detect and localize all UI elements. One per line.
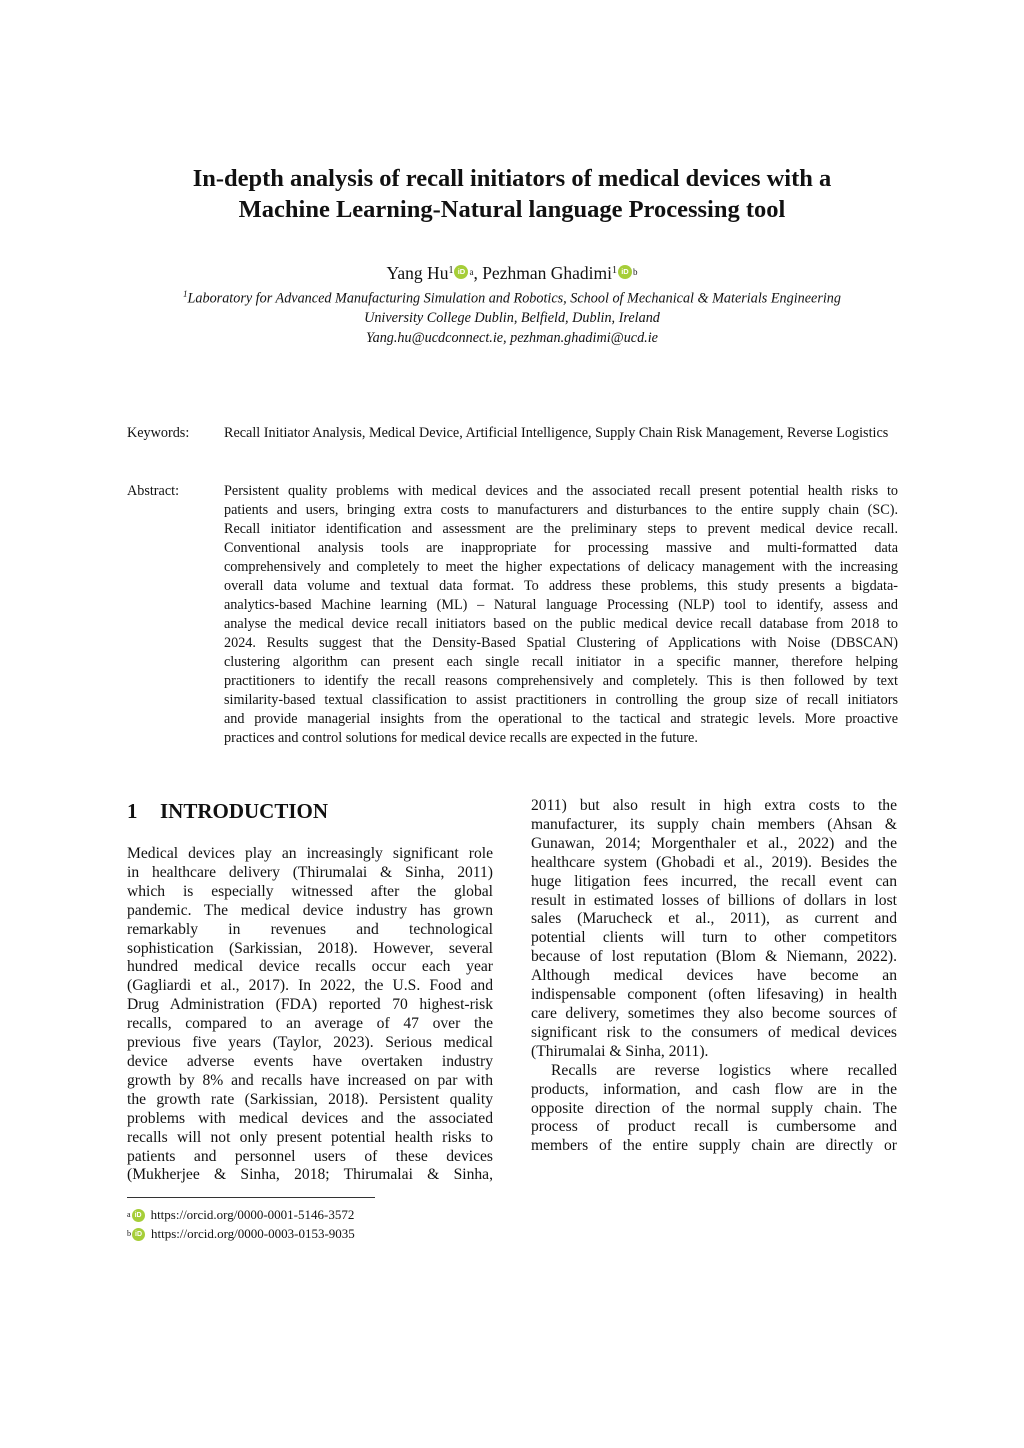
abstract-line: and provide managerial insights from the operational to the tactical and strategic levels. More proactive <box>224 711 898 727</box>
orcid-icon[interactable]: iD <box>618 265 632 279</box>
body-line: because of lost reputation (Blom & Niemann, 2022). <box>531 948 897 966</box>
body-line: healthcare system (Ghobadi et al., 2019). Besides the <box>531 853 897 871</box>
body-line: device adverse events have overtaken industry <box>127 1052 493 1070</box>
keywords-text: Recall Initiator Analysis, Medical Device, Artificial Intelligence, Supply Chain Risk Management, Reverse Logistics <box>224 425 889 441</box>
body-line: products, information, and cash flow are in the <box>531 1080 897 1098</box>
body-line: Gunawan, 2014; Morgenthaler et al., 2022) and the <box>531 834 897 852</box>
abstract-line: comprehensively and completely to meet the higher expectations of delicacy management with the increasing <box>224 559 898 575</box>
footnote-letter: a <box>127 1210 131 1219</box>
author-affiliation-mark: 1 <box>448 265 454 276</box>
body-line: previous five years (Taylor, 2023). Serious medical <box>127 1034 493 1052</box>
abstract-line: Recall initiator identification and assessment are the preliminary steps to prevent medical device recall. <box>224 521 898 537</box>
author-name: Yang Hu <box>386 263 449 283</box>
body-line: (Gagliardi et al., 2017). In 2022, the U.S. Food and <box>127 977 493 995</box>
body-line: problems with medical devices and the associated <box>127 1109 493 1127</box>
orcid-icon[interactable]: iD <box>454 265 468 279</box>
body-line: pandemic. The medical device industry has grown <box>127 901 493 919</box>
author-separator: , <box>473 263 483 283</box>
abstract-line: practices and control solutions for medical device recalls are expected in the future. <box>224 730 698 746</box>
footnote-link[interactable]: https://orcid.org/0000-0003-0153-9035 <box>151 1226 355 1241</box>
body-line: process of product recall is cumbersome and <box>531 1118 897 1136</box>
affiliation-emails: Yang.hu@ucdconnect.ie, pezhman.ghadimi@ucd.ie <box>366 329 658 346</box>
body-line: patients and personnel users of these devices <box>127 1147 493 1165</box>
footnote-letter: b <box>127 1229 131 1238</box>
body-line: Although medical devices have become an <box>531 967 897 985</box>
body-line: opposite direction of the normal supply chain. The <box>531 1099 897 1117</box>
body-line: care delivery, sometimes they also become sources of <box>531 1004 897 1022</box>
author-name: Pezhman Ghadimi <box>482 263 612 283</box>
abstract-line: Persistent quality problems with medical devices and the associated recall present potential health risks to <box>224 483 898 499</box>
section-number: 1 <box>127 799 138 823</box>
body-line: 2011) but also result in high extra costs to the <box>531 797 897 814</box>
title-line: Machine Learning-Natural language Processing tool <box>238 196 786 223</box>
orcid-icon: iD <box>132 1209 145 1222</box>
abstract-line: overall data volume and textual data format. To address these problems, this study presents a bigdata- <box>224 578 898 594</box>
footnote-link[interactable]: https://orcid.org/0000-0001-5146-3572 <box>150 1207 355 1222</box>
abstract-text <box>224 482 898 748</box>
orcid-letter: b <box>632 267 638 277</box>
body-line: sales (Marucheck et al., 2011), as current and <box>531 910 897 928</box>
body-line: hundred medical device recalls occur each year <box>127 958 493 976</box>
body-line: huge litigation fees incurred, the recall event can <box>531 872 897 890</box>
body-line: in healthcare delivery (Thirumalai & Sinha, 2011) <box>127 863 493 881</box>
left-column-text <box>127 845 493 1185</box>
abstract-line: patients and users, bringing extra costs to manufacturers and disturbances to the entire supply chain (SC). <box>224 502 898 518</box>
author-list <box>0 262 1024 284</box>
body-line: recalls, compared to an average of 47 over the <box>127 1015 493 1033</box>
author-affiliation-mark: 1 <box>611 265 617 276</box>
body-line: the growth rate (Sarkissian, 2018). Persistent quality <box>127 1090 493 1108</box>
body-line: result in estimated losses of billions of dollars in lost <box>531 891 897 909</box>
body-line: recalls will not only present potential health risks to <box>127 1128 493 1146</box>
section-heading <box>127 797 328 825</box>
affiliation-text: Laboratory for Advanced Manufacturing Simulation and Robotics, School of Mechanical & Materials Engineering <box>187 290 841 307</box>
body-line: which is especially witnessed after the global <box>127 882 493 900</box>
body-line: Medical devices play an increasingly significant role <box>127 845 493 862</box>
body-line: Recalls are reverse logistics where recalled <box>551 1061 897 1079</box>
section-title: INTRODUCTION <box>160 799 329 823</box>
footnote-divider <box>127 1197 375 1198</box>
affiliation-line <box>0 285 1024 309</box>
body-line: remarkably in revenues and technological <box>127 920 493 938</box>
abstract-line: clustering algorithm can present each single recall initiator in a specific manner, therefore helping <box>224 654 898 670</box>
right-column-text <box>531 797 897 1156</box>
body-line: Drug Administration (FDA) reported 70 highest-risk <box>127 996 493 1014</box>
body-line: manufacturer, its supply chain members (Ahsan & <box>531 815 897 833</box>
orcid-icon: iD <box>132 1228 145 1241</box>
orcid-letter: a <box>469 267 474 277</box>
body-line: (Thirumalai & Sinha, 2011). <box>531 1042 709 1060</box>
affiliation-mark: 1 <box>183 289 188 299</box>
footnote-orcid-b <box>127 1225 355 1243</box>
footnote-orcid-a <box>127 1206 354 1224</box>
abstract-label: Abstract: <box>127 483 180 499</box>
body-line: (Mukherjee & Sinha, 2018; Thirumalai & Sinha, <box>127 1166 493 1184</box>
abstract-line: Conventional analysis tools are inappropriate for processing massive and multi-formatted data <box>224 540 898 556</box>
affiliation-block <box>0 285 1024 348</box>
body-line: potential clients will turn to other competitors <box>531 929 897 947</box>
abstract-line: 2024. Results suggest that the Density-Based Spatial Clustering of Applications with Noise (DBSCAN) <box>224 635 898 651</box>
affiliation-line: University College Dublin, Belfield, Dublin, Ireland <box>364 310 660 327</box>
keywords-label: Keywords: <box>127 425 190 441</box>
abstract-line: analyse the medical device recall initiators based on the public medical device recall database from 2018 to <box>224 616 898 632</box>
body-line: indispensable component (often lifesaving) in health <box>531 986 897 1004</box>
paper-title <box>130 163 894 225</box>
body-line: growth by 8% and recalls have increased on par with <box>127 1071 493 1089</box>
abstract-line: practitioners to identify the recall reasons comprehensively and completely. This is then followed by text <box>224 673 898 689</box>
title-line: In-depth analysis of recall initiators of medical devices with a <box>192 165 832 192</box>
abstract-line: similarity-based textual classification to assist practitioners in controlling the group size of recall initiators <box>224 692 898 708</box>
body-line: members of the entire supply chain are directly or <box>531 1137 897 1155</box>
body-line: sophistication (Sarkissian, 2018). However, several <box>127 939 493 957</box>
body-line: significant risk to the consumers of medical devices <box>531 1023 897 1041</box>
abstract-line: analytics-based Machine learning (ML) – Natural language Processing (NLP) tool to identify, assess and <box>224 597 898 613</box>
